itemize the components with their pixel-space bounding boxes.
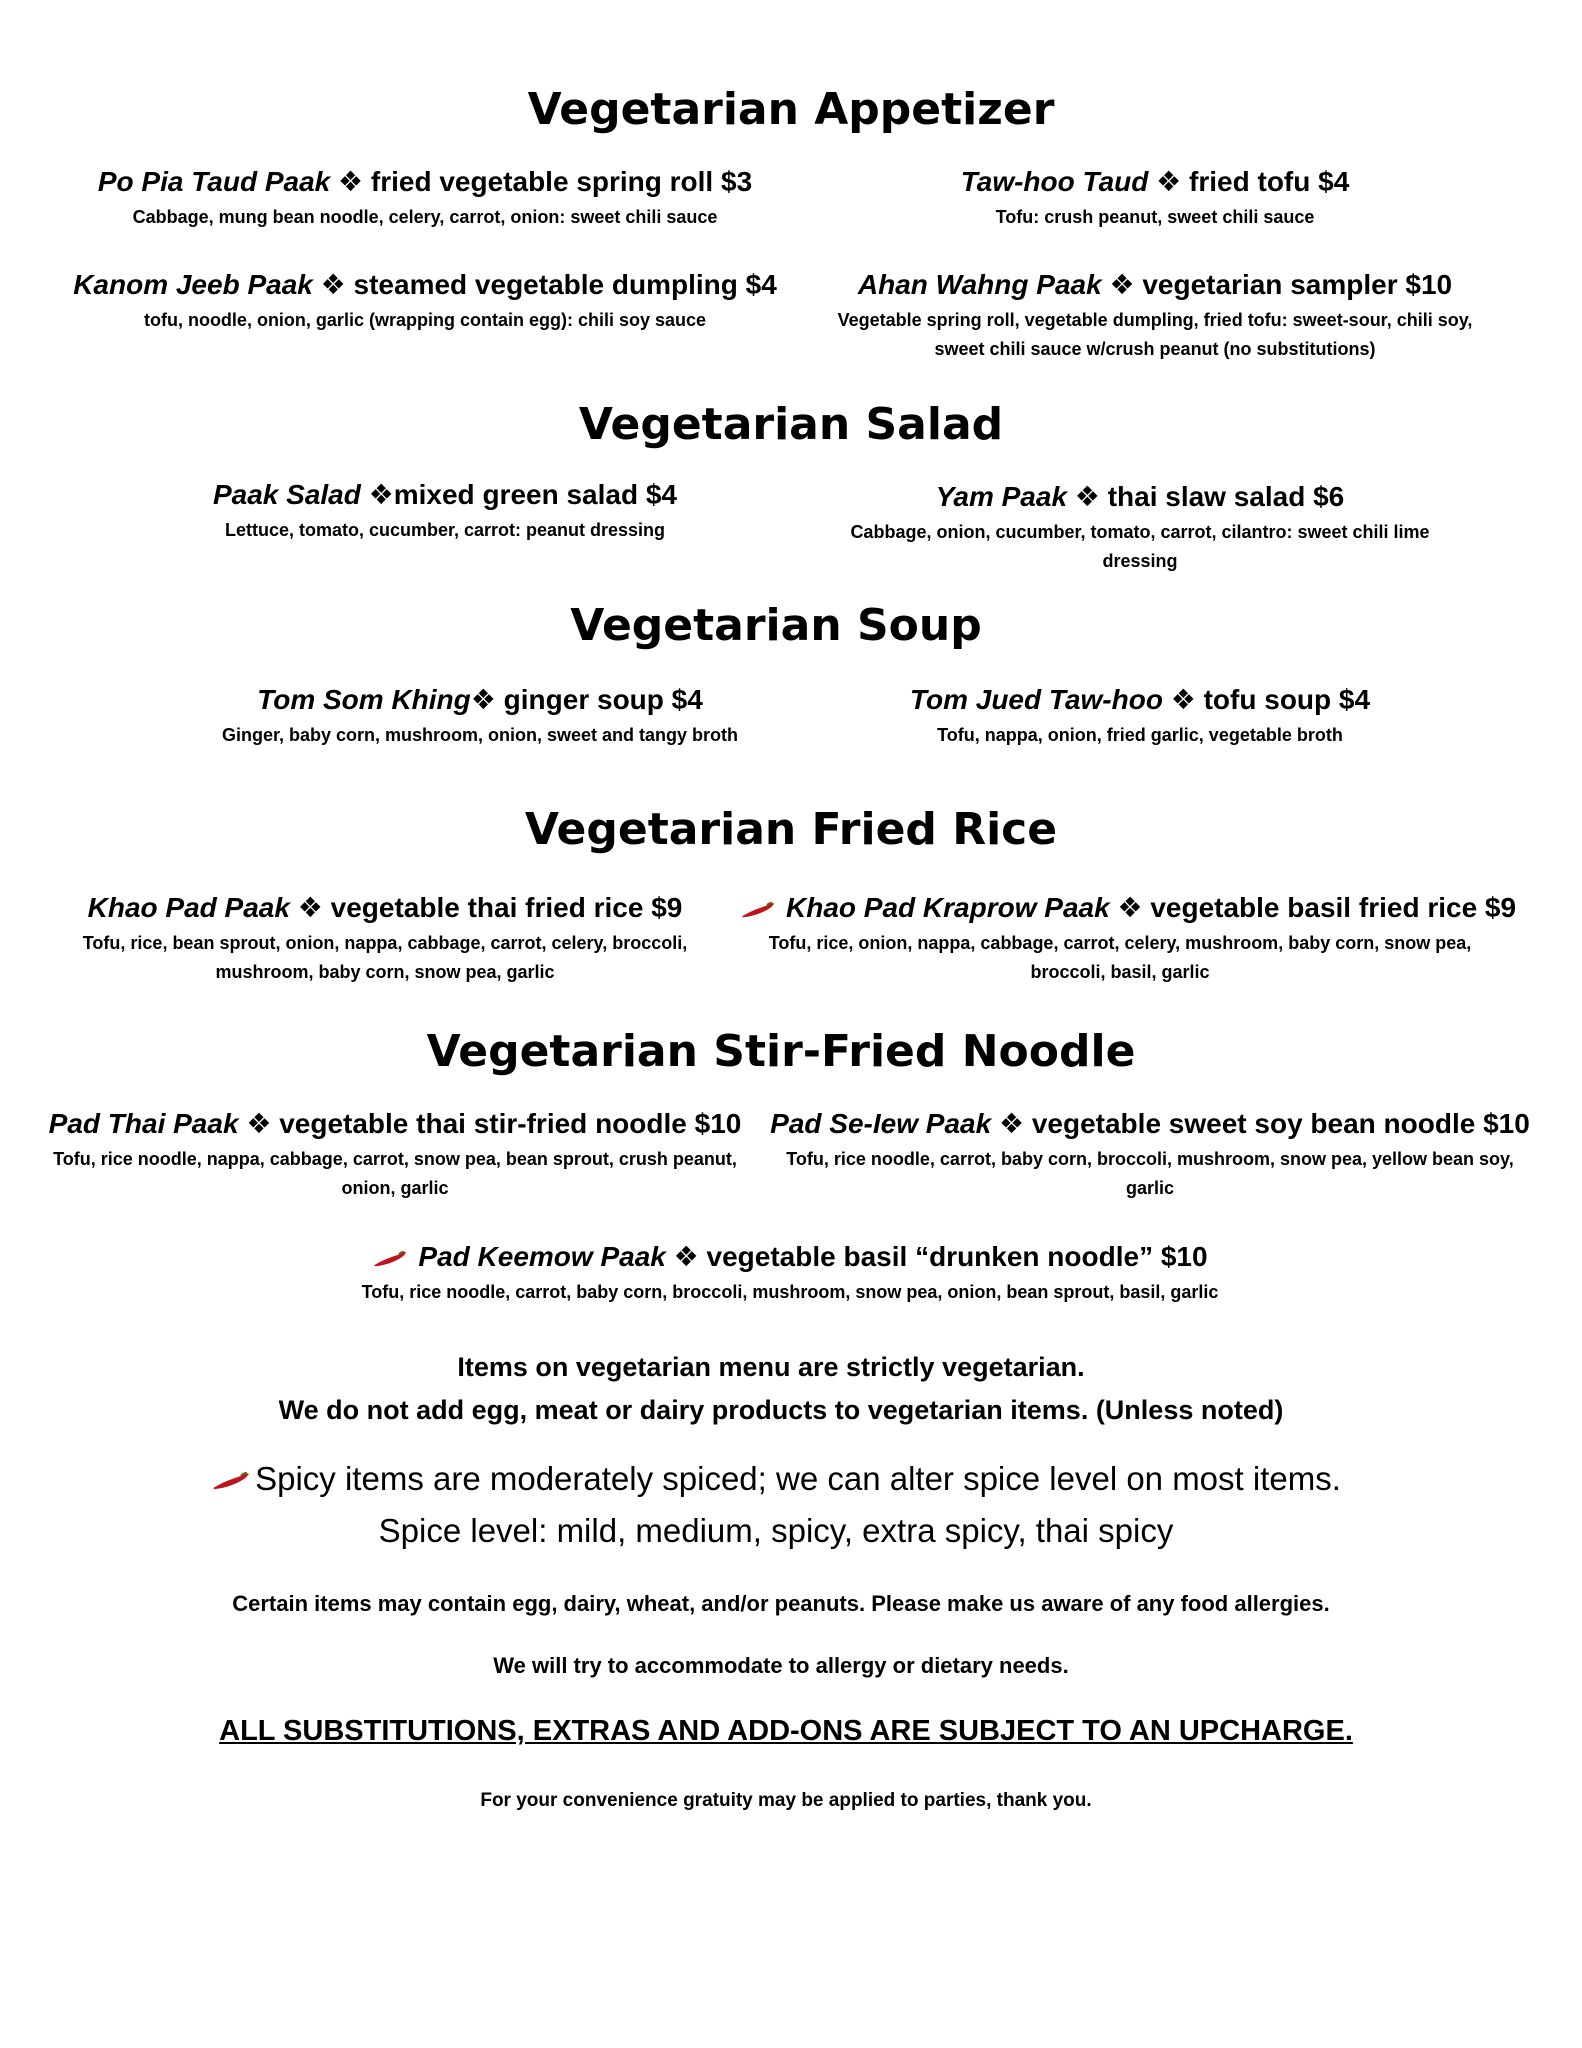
item-desc: vegetable basil “drunken noodle”: [706, 1241, 1154, 1272]
item-price: $4: [645, 479, 678, 510]
item-details: Lettuce, tomato, cucumber, carrot: peanut dressing: [224, 519, 666, 540]
item-price: $10: [1160, 1241, 1208, 1272]
separator-icon: ❖: [368, 478, 394, 511]
gratuity-note: For your convenience gratuity may be applied to parties, thank you.: [480, 1790, 1092, 1811]
item-details: Ginger, baby corn, mushroom, onion, sweet and tangy broth: [221, 724, 739, 745]
spicy-note-line-1: [0, 1460, 1567, 1498]
separator-icon: ❖: [1109, 268, 1135, 301]
section-title-salad: Vegetarian Salad: [578, 399, 1004, 450]
item-desc: fried tofu: [1189, 166, 1311, 197]
item-price: $4: [671, 684, 703, 715]
menu-item: [240, 1240, 1340, 1307]
item-name: Po Pia Taud Paak: [97, 166, 331, 197]
item-desc: ginger soup: [503, 684, 664, 715]
item-details: Tofu: crush peanut, sweet chili sauce: [995, 206, 1315, 227]
item-price: $4: [745, 269, 777, 300]
section-title-soup: Vegetarian Soup: [570, 600, 982, 651]
section-title-appetizer: Vegetarian Appetizer: [527, 84, 1055, 135]
separator-icon: ❖: [338, 165, 364, 198]
menu-item: [770, 1107, 1530, 1203]
item-details: Vegetable spring roll, vegetable dumpling, fried tofu: sweet-sour, chili soy, sweet chili sauce w/crush peanut (no substitutions): [837, 309, 1473, 359]
item-name: Tom Som Khing: [257, 684, 471, 715]
item-price: $4: [1318, 166, 1350, 197]
menu-item: [835, 268, 1475, 364]
item-name: Pad Se-Iew Paak: [770, 1108, 992, 1139]
menu-item: [60, 891, 710, 987]
item-details: Cabbage, onion, cucumber, tomato, carrot, cilantro: sweet chili lime dressing: [850, 521, 1430, 571]
item-desc: thai slaw salad: [1107, 481, 1306, 512]
section-title-noodle: Vegetarian Stir-Fried Noodle: [426, 1026, 1136, 1077]
item-name: Kanom Jeeb Paak: [73, 269, 313, 300]
separator-icon: ❖: [673, 1240, 699, 1273]
chili-pepper-icon: [372, 1249, 408, 1269]
item-desc: vegetable thai fried rice: [330, 892, 644, 923]
item-price: $10: [1483, 1108, 1530, 1139]
item-desc: vegetarian sampler: [1142, 269, 1398, 300]
item-details: Cabbage, mung bean noodle, celery, carrot, onion: sweet chili sauce: [132, 206, 718, 227]
menu-item: [860, 683, 1420, 750]
item-desc: vegetable basil fried rice: [1150, 892, 1478, 923]
item-details: Tofu, rice, bean sprout, onion, nappa, cabbage, carrot, celery, broccoli, mushroom, baby corn, snow pea, garlic: [82, 932, 688, 982]
item-details: tofu, noodle, onion, garlic (wrapping contain egg): chili soy sauce: [143, 309, 707, 330]
item-details: Tofu, rice noodle, carrot, baby corn, broccoli, mushroom, snow pea, onion, bean sprout, basil, garlic: [361, 1281, 1219, 1302]
item-price: $9: [1484, 892, 1517, 923]
menu-item: [200, 683, 760, 750]
spice-level-note: Spice level: mild, medium, spicy, extra spicy, thai spicy: [378, 1512, 1174, 1549]
separator-icon: ❖: [1117, 891, 1143, 924]
separator-icon: ❖: [470, 683, 496, 716]
menu-item: [60, 165, 790, 232]
item-price: $3: [721, 166, 753, 197]
allergy-note-line-2: We will try to accommodate to allergy or dietary needs.: [493, 1653, 1069, 1678]
vegetarian-note-line-1: Items on vegetarian menu are strictly vegetarian.: [457, 1352, 1085, 1382]
item-name: Tom Jued Taw-hoo: [909, 684, 1163, 715]
item-name: Paak Salad: [212, 479, 361, 510]
item-name: Yam Paak: [935, 481, 1068, 512]
menu-item: [835, 165, 1475, 232]
item-price: $10: [694, 1108, 742, 1139]
separator-icon: ❖: [297, 891, 323, 924]
item-price: $6: [1313, 481, 1345, 512]
item-name: Khao Pad Paak: [87, 892, 290, 923]
item-price: $9: [651, 892, 683, 923]
item-name: Khao Pad Kraprow Paak: [786, 892, 1110, 923]
menu-item: [45, 1107, 745, 1203]
item-price: $4: [1338, 684, 1371, 715]
upcharge-note: ALL SUBSTITUTIONS, EXTRAS AND ADD-ONS ARE SUBJECT TO AN UPCHARGE.: [219, 1715, 1353, 1747]
spicy-note-text: Spicy items are moderately spiced; we can alter spice level on most items.: [255, 1460, 1341, 1497]
item-details: Tofu, rice noodle, carrot, baby corn, broccoli, mushroom, snow pea, yellow bean soy, garlic: [786, 1148, 1514, 1198]
separator-icon: ❖: [246, 1107, 272, 1140]
item-desc: vegetable sweet soy bean noodle: [1031, 1108, 1476, 1139]
chili-pepper-icon: [211, 1470, 251, 1492]
item-name: Pad Thai Paak: [48, 1108, 239, 1139]
item-details: Tofu, rice, onion, nappa, cabbage, carrot, celery, mushroom, baby corn, snow pea, broccoli, basil, garlic: [768, 932, 1472, 982]
item-details: Tofu, rice noodle, nappa, cabbage, carrot, snow pea, bean sprout, crush peanut, onion, garlic: [53, 1148, 737, 1198]
item-desc: vegetable thai stir-fried noodle: [279, 1108, 687, 1139]
chili-pepper-icon: [740, 900, 776, 920]
item-desc: steamed vegetable dumpling: [353, 269, 738, 300]
item-name: Pad Keemow Paak: [418, 1241, 666, 1272]
separator-icon: ❖: [1170, 683, 1196, 716]
item-name: Ahan Wahng Paak: [857, 269, 1102, 300]
section-title-fried-rice: Vegetarian Fried Rice: [524, 804, 1058, 855]
item-details: Tofu, nappa, onion, fried garlic, vegetable broth: [937, 724, 1343, 745]
item-price: $10: [1405, 269, 1453, 300]
menu-item: [840, 480, 1440, 576]
menu-item: [60, 268, 790, 335]
item-name: Taw-hoo Taud: [960, 166, 1149, 197]
separator-icon: ❖: [998, 1107, 1025, 1140]
separator-icon: ❖: [1074, 480, 1100, 513]
item-desc: fried vegetable spring roll: [370, 166, 714, 197]
item-desc: mixed green salad: [393, 479, 639, 510]
item-desc: tofu soup: [1203, 684, 1332, 715]
menu-item: [740, 891, 1517, 987]
vegetarian-note-line-2: We do not add egg, meat or dairy products to vegetarian items. (Unless noted): [278, 1395, 1284, 1425]
separator-icon: ❖: [1156, 165, 1182, 198]
separator-icon: ❖: [320, 268, 346, 301]
allergy-note-line-1: Certain items may contain egg, dairy, wheat, and/or peanuts. Please make us aware of any food allergies.: [232, 1591, 1330, 1616]
menu-item: [165, 478, 725, 545]
